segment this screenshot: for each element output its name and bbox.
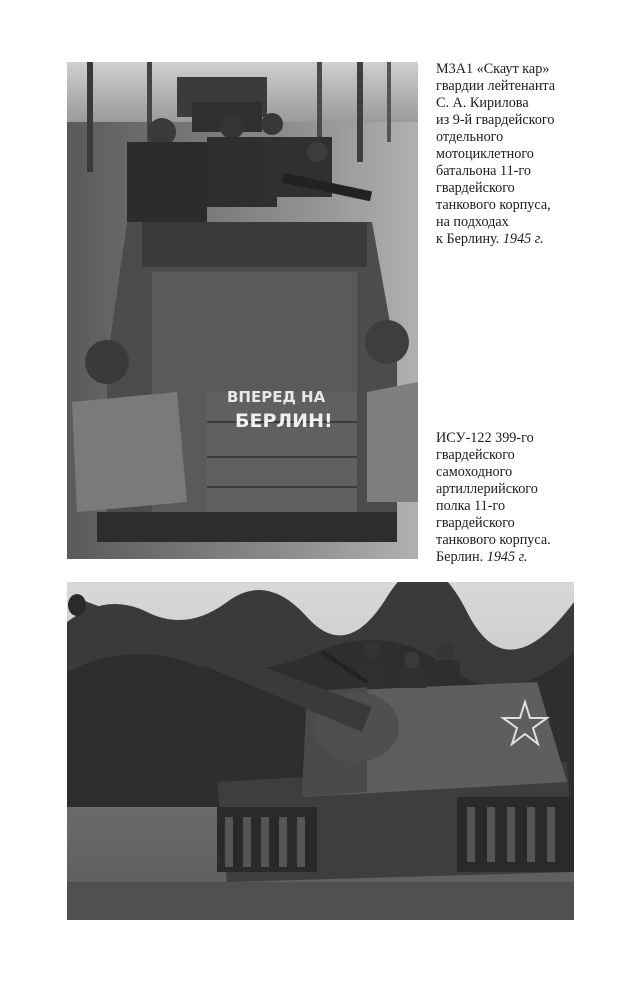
caption-last-line xyxy=(436,549,626,566)
caption-line: мотоциклетного xyxy=(436,146,534,162)
painted-slogan-line1: ВПЕРЕД НА xyxy=(227,388,326,406)
caption-line: танкового корпуса. xyxy=(436,532,551,548)
caption-line: танкового корпуса, xyxy=(436,197,551,213)
caption-line: гвардейского xyxy=(436,515,515,531)
caption-line: артиллерийского xyxy=(436,481,538,497)
caption-line: ИСУ-122 399-го xyxy=(436,430,534,446)
scout-car-image xyxy=(67,62,418,559)
caption-line: М3А1 «Скаут кар» xyxy=(436,61,550,77)
caption-line: самоходного xyxy=(436,464,513,480)
caption-scout-car xyxy=(436,61,626,248)
caption-last-line xyxy=(436,231,626,248)
caption-line: из 9-й гвардейского xyxy=(436,112,555,128)
caption-year: 1945 г. xyxy=(502,231,544,247)
caption-isu-122 xyxy=(436,430,626,566)
caption-year: 1945 г. xyxy=(486,549,528,565)
caption-place: к Берлину. xyxy=(436,231,500,247)
caption-line: батальона 11-го xyxy=(436,163,531,179)
caption-line: отдельного xyxy=(436,129,504,145)
caption-place: Берлин. xyxy=(436,549,484,565)
caption-line: на подходах xyxy=(436,214,509,230)
isu-122-image xyxy=(67,582,574,920)
caption-line: полка 11-го xyxy=(436,498,506,514)
painted-slogan-line2: БЕРЛИН! xyxy=(235,410,333,432)
caption-line: гвардейского xyxy=(436,180,515,196)
caption-line: гвардии лейтенанта xyxy=(436,78,556,94)
photo-isu-122 xyxy=(67,582,574,920)
photo-scout-car xyxy=(67,62,418,559)
caption-line: гвардейского xyxy=(436,447,515,463)
caption-line: С. А. Кирилова xyxy=(436,95,529,111)
